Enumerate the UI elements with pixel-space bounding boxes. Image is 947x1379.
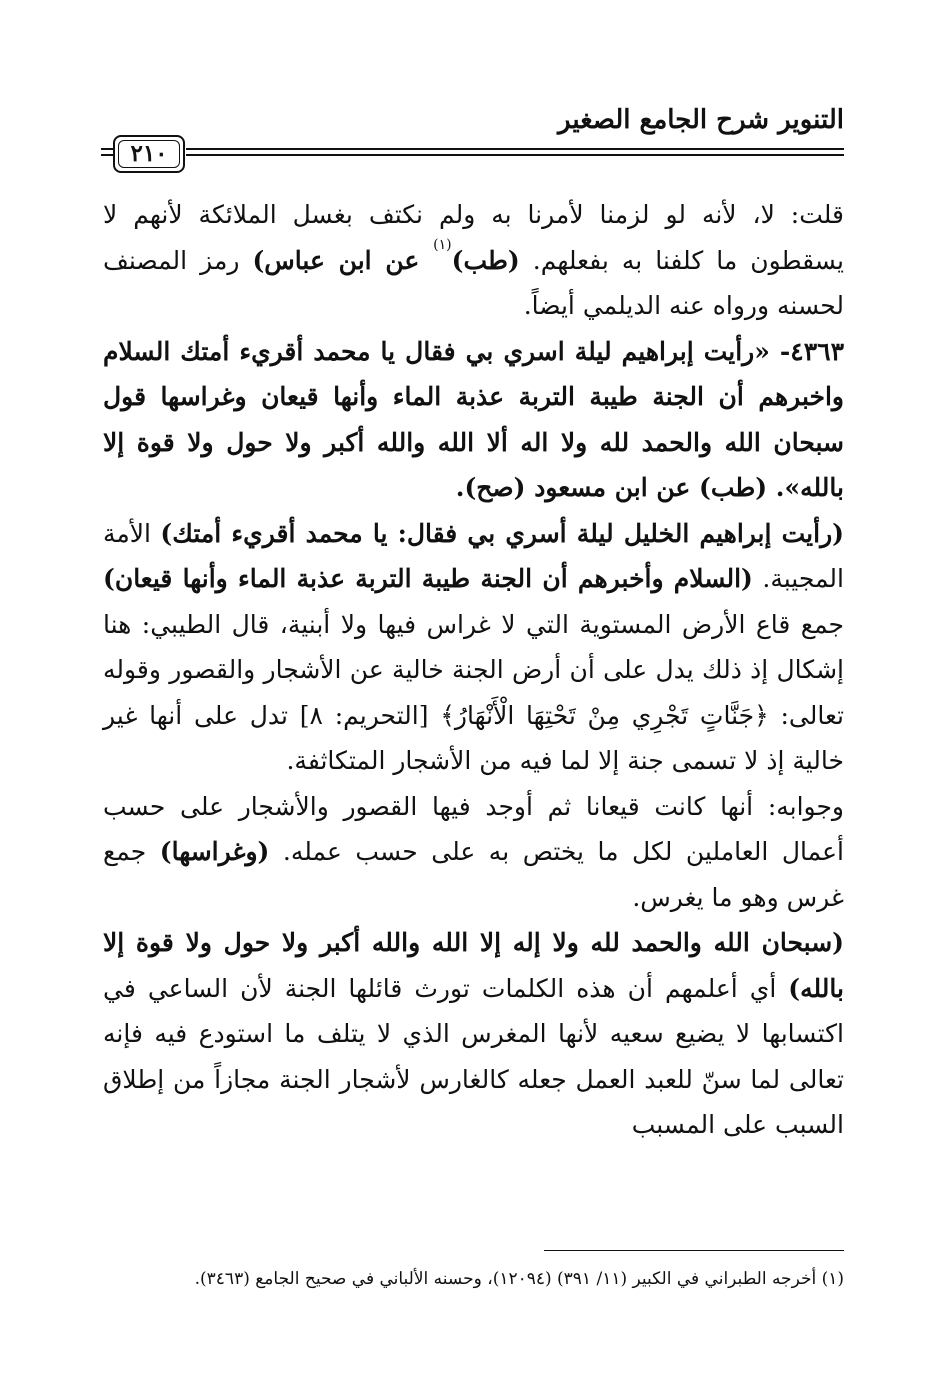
- commentary-5: أي أعلمهم أن هذه الكلمات تورث قائلها الجنة لأن الساعي في اكتسابها لا يضيع سعيه لأنها المغرس الذي لا يتلف ما استودع فيه فإنه تعالى لما سنّ للعبد العمل جعله كالغارس لأشجار الجنة مجازاً من إطلاق السبب على المسبب: [103, 973, 844, 1139]
- running-title: التنوير شرح الجامع الصغير: [558, 105, 844, 135]
- paragraph-4: [103, 784, 844, 921]
- page-number: ٢١٠: [113, 135, 185, 173]
- hadith-text: [103, 329, 844, 511]
- footnote: (١) أخرجه الطبراني في الكبير (١١/ ٣٩١) (١٢٠٩٤)، وحسنه الألباني في صحيح الجامع (٣٤٦٣).: [194, 1269, 844, 1289]
- footnote-ref: (١): [433, 236, 452, 253]
- commentary-2: جمع قاع الأرض المستوية التي لا غراس فيها ولا أبنية، قال الطيبي: هنا إشكال إذ ذلك يدل على أن أرض الجنة خالية عن الأشجار والقصور وقوله تعالى: ﴿جَنَّاتٍ تَجْرِي مِنْ تَحْتِهَا الْأَنْهَارُ﴾ [التحريم: ٨] تدل على أنها غير خالية إذ لا تسمى جنة إلا لما فيه من الأشجار المتكاثفة.: [103, 609, 844, 775]
- quote-4: (سبحان الله والحمد لله ولا إله إلا الله والله أكبر ولا حول ولا قوة إلا بالله): [103, 928, 844, 1003]
- quote-2: (السلام وأخبرهم أن الجنة طيبة التربة عذبة الماء وأنها قيعان): [103, 564, 753, 593]
- paragraph-1-text: قلت: لا، لأنه لو لزمنا لأمرنا به ولم نكتف بغسل الملائكة لأنهم لا يسقطون ما كلفنا به بفعلهم.: [103, 200, 844, 275]
- quote-1: (رأيت إبراهيم الخليل ليلة أسري بي فقال: يا محمد أقريء أمتك): [160, 518, 844, 548]
- commentary-3: وجوابه: أنها كانت قيعانا ثم أوجد فيها القصور والأشجار على حسب أعمال العاملين لكل ما يختص به على حسب عمله.: [103, 791, 844, 866]
- paragraph-5: [103, 920, 844, 1148]
- quote-3: (وغراسها): [159, 837, 270, 866]
- commentary-1: الأمة المجيبة.: [103, 518, 844, 593]
- paragraph-3: [103, 511, 844, 784]
- commentary-4: جمع غرس وهو ما يغرس.: [103, 837, 844, 912]
- hadith-4363: ٤٣٦٣- «رأيت إبراهيم ليلة اسري بي فقال يا محمد أقريء أمتك السلام واخبرهم أن الجنة طيبة التربة عذبة الماء وأنها قيعان وغراسها قول سبحان الله والحمد لله ولا اله ألا الله والله أكبر ولا حول ولا قوة إلا بالله». (طب) عن ابن مسعود (صح).: [103, 336, 844, 502]
- header-rule-end: [101, 148, 113, 156]
- paragraph-1-tail: رمز المصنف لحسنه ورواه عنه الديلمي أيضاً.: [103, 245, 844, 320]
- footnote-rule: [544, 1250, 844, 1251]
- narrator: عن ابن عباس): [252, 245, 434, 275]
- paragraph-1: [103, 192, 844, 329]
- source-code: (طب): [451, 245, 520, 275]
- header-rule: [186, 148, 844, 156]
- body-text: [103, 192, 844, 1148]
